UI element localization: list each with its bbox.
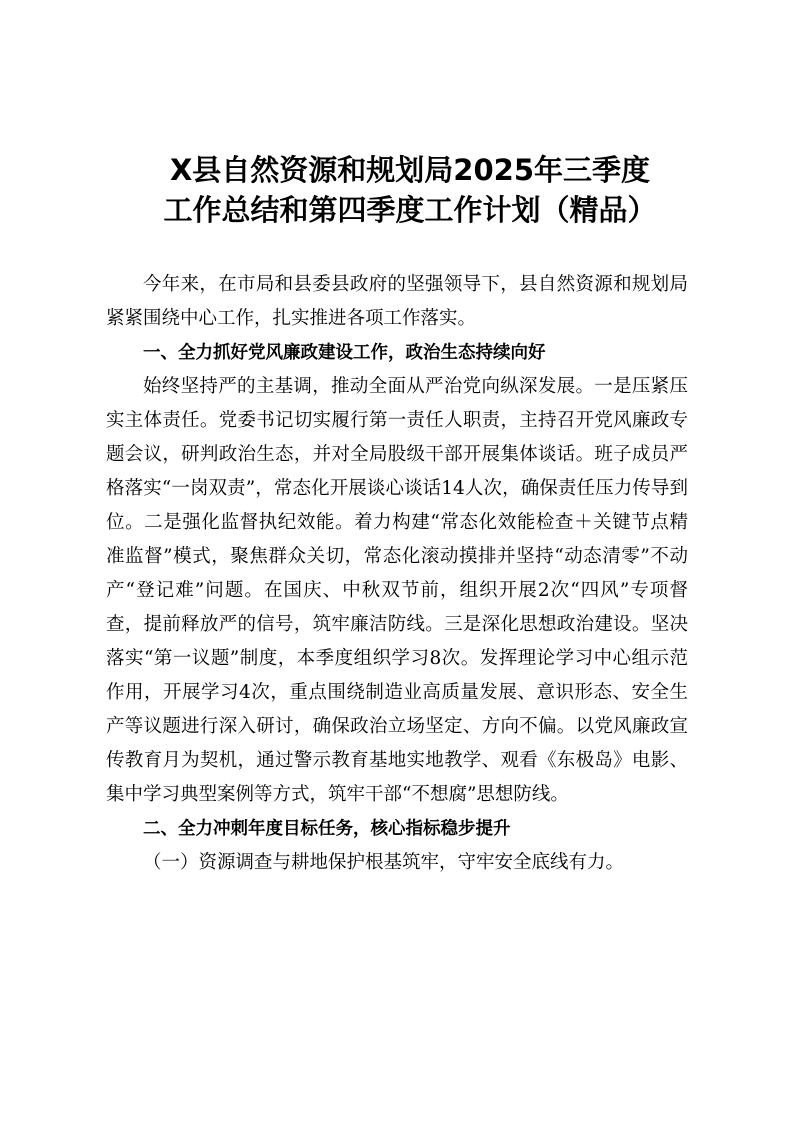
- document-title-line-1: X县自然资源和规划局2025年三季度: [169, 153, 651, 187]
- section-2-heading: 二、全力冲刺年度目标任务，核心指标稳步提升: [143, 819, 511, 839]
- document-title-line-2: 工作总结和第四季度工作计划（精品）: [163, 193, 657, 227]
- intro-paragraph: 今年来，在市局和县委县政府的坚强领导下，县自然资源和规划局紧紧围绕中心工作，扎实推进各项工作落实。: [106, 274, 688, 329]
- section-2-subheading-1: （一）资源调查与耕地保护根基筑牢，守牢安全底线有力。: [143, 852, 625, 873]
- section-1-paragraph: 始终坚持严的主基调，推动全面从严治党向纵深发展。一是压紧压实主体责任。党委书记切实履行第一责任人职责，主持召开党风廉政专题会议，研判政治生态，并对全局股级干部开展集体谈话。班子成员严格落实“一岗双责”，常态化开展谈心谈话14人次，确保责任压力传导到位。二是强化监督执纪效能。着力构建“常态化效能检查＋关键节点精准监督”模式，聚焦群众关切，常态化滚动摸排并坚持“动态清零”不动产“登记难”问题。在国庆、中秋双节前，组织开展2次“四风”专项督查，提前释放严的信号，筑牢廉洁防线。三是深化思想政治建设。坚决落实“第一议题”制度，本季度组织学习8次。发挥理论学习中心组示范作用，开展学习4次，重点围绕制造业高质量发展、意识形态、安全生产等议题进行深入研讨，确保政治立场坚定、方向不偏。以党风廉政宣传教育月为契机，通过警示教育基地实地教学、观看《东极岛》电影、集中学习典型案例等方式，筑牢干部“不想腐”思想防线。: [106, 376, 688, 805]
- section-1-heading: 一、全力抓好党风廉政建设工作，政治生态持续向好: [143, 343, 546, 363]
- document-body: [106, 268, 688, 880]
